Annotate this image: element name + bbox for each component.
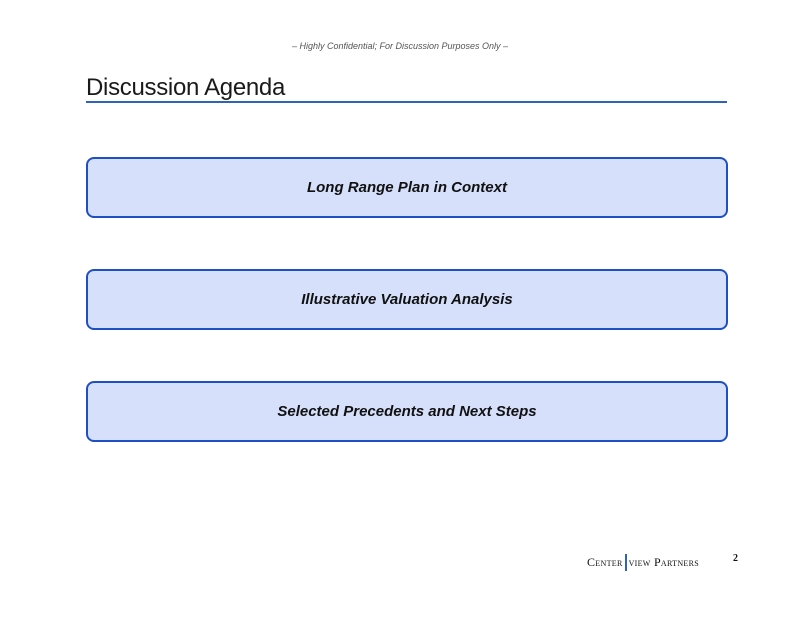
page-title: Discussion Agenda (86, 74, 286, 101)
logo-text-left: Center (587, 554, 623, 569)
agenda-item-label: Illustrative Valuation Analysis (301, 291, 513, 308)
agenda-item-label: Long Range Plan in Context (306, 179, 507, 196)
logo-text-right: view Partners (628, 554, 699, 569)
company-logo (587, 553, 699, 571)
agenda-item-valuation-analysis[interactable] (86, 269, 728, 330)
agenda-item-long-range-plan[interactable] (86, 157, 728, 218)
page-number: 2 (733, 553, 738, 564)
confidentiality-notice: – Highly Confidential; For Discussion Purposes Only – (291, 41, 509, 51)
agenda-item-label: Selected Precedents and Next Steps (277, 403, 537, 420)
agenda-item-precedents-next-steps[interactable] (86, 381, 728, 442)
title-underline (86, 101, 727, 103)
logo-divider (625, 554, 627, 571)
